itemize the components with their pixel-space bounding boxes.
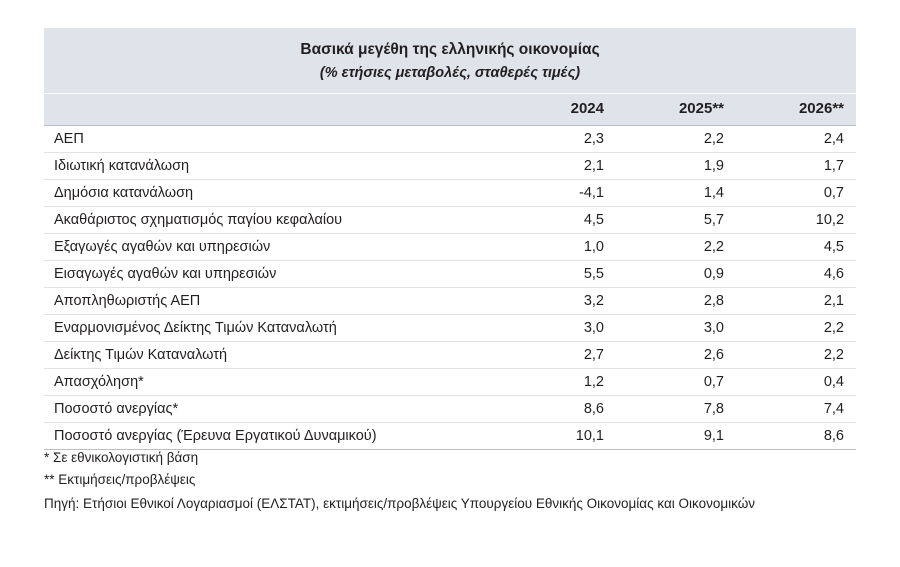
row-label: Ακαθάριστος σχηματισμός παγίου κεφαλαίου bbox=[44, 207, 496, 234]
table-title-line2: (% ετήσιες μεταβολές, σταθερές τιμές) bbox=[319, 65, 581, 82]
cell-2025: 2,8 bbox=[616, 288, 736, 315]
row-label: Ποσοστό ανεργίας* bbox=[44, 396, 496, 423]
table-row bbox=[44, 261, 856, 288]
cell-2024: 1,2 bbox=[496, 369, 616, 396]
table-row bbox=[44, 126, 856, 153]
row-label: Ιδιωτική κατανάλωση bbox=[44, 153, 496, 180]
cell-2025: 1,9 bbox=[616, 153, 736, 180]
column-header-2026: 2026** bbox=[736, 94, 856, 126]
table-title-header bbox=[44, 28, 856, 94]
footnote-double-asterisk: ** Εκτιμήσεις/προβλέψεις bbox=[44, 471, 196, 487]
cell-2026: 2,4 bbox=[736, 126, 856, 153]
cell-2026: 10,2 bbox=[736, 207, 856, 234]
table-row bbox=[44, 153, 856, 180]
cell-2024: 2,1 bbox=[496, 153, 616, 180]
table-title bbox=[44, 28, 856, 94]
row-label: Δείκτης Τιμών Καταναλωτή bbox=[44, 342, 496, 369]
cell-2024: 4,5 bbox=[496, 207, 616, 234]
table-body bbox=[44, 126, 856, 450]
cell-2025: 1,4 bbox=[616, 180, 736, 207]
row-label: Αποπληθωριστής ΑΕΠ bbox=[44, 288, 496, 315]
table-row bbox=[44, 315, 856, 342]
table-column-headers bbox=[44, 94, 856, 126]
table-row bbox=[44, 369, 856, 396]
row-label: ΑΕΠ bbox=[44, 126, 496, 153]
footnote-single-asterisk: * Σε εθνικολογιστική βάση bbox=[44, 450, 199, 465]
cell-2026: 1,7 bbox=[736, 153, 856, 180]
cell-2026: 8,6 bbox=[736, 423, 856, 450]
economy-table bbox=[44, 28, 856, 450]
cell-2026: 2,2 bbox=[736, 342, 856, 369]
table-row bbox=[44, 396, 856, 423]
cell-2024: 2,3 bbox=[496, 126, 616, 153]
row-label: Ποσοστό ανεργίας (Έρευνα Εργατικού Δυναμικού) bbox=[44, 423, 496, 450]
row-label: Δημόσια κατανάλωση bbox=[44, 180, 496, 207]
cell-2025: 2,6 bbox=[616, 342, 736, 369]
cell-2025: 2,2 bbox=[616, 234, 736, 261]
cell-2026: 2,2 bbox=[736, 315, 856, 342]
cell-2024: 10,1 bbox=[496, 423, 616, 450]
cell-2025: 0,7 bbox=[616, 369, 736, 396]
row-label: Εναρμονισμένος Δείκτης Τιμών Καταναλωτή bbox=[44, 315, 496, 342]
cell-2026: 7,4 bbox=[736, 396, 856, 423]
cell-2025: 7,8 bbox=[616, 396, 736, 423]
cell-2026: 4,6 bbox=[736, 261, 856, 288]
cell-2024: -4,1 bbox=[496, 180, 616, 207]
column-header-indicator bbox=[44, 94, 496, 126]
cell-2024: 5,5 bbox=[496, 261, 616, 288]
source-note: Πηγή: Ετήσιοι Εθνικοί Λογαριασμοί (ΕΛΣΤΑΤ), εκτιμήσεις/προβλέψεις Υπουργείου Εθνικής Οικονομίας και Οικονομικών bbox=[44, 495, 755, 511]
cell-2025: 5,7 bbox=[616, 207, 736, 234]
column-header-2024: 2024 bbox=[496, 94, 616, 126]
cell-2024: 8,6 bbox=[496, 396, 616, 423]
cell-2026: 4,5 bbox=[736, 234, 856, 261]
economy-table-container bbox=[44, 28, 856, 450]
table-row bbox=[44, 180, 856, 207]
table-row bbox=[44, 288, 856, 315]
table-row bbox=[44, 342, 856, 369]
table-row bbox=[44, 234, 856, 261]
table-row bbox=[44, 423, 856, 450]
cell-2024: 3,2 bbox=[496, 288, 616, 315]
cell-2026: 2,1 bbox=[736, 288, 856, 315]
column-header-2025: 2025** bbox=[616, 94, 736, 126]
row-label: Απασχόληση* bbox=[44, 369, 496, 396]
row-label: Εξαγωγές αγαθών και υπηρεσιών bbox=[44, 234, 496, 261]
cell-2025: 3,0 bbox=[616, 315, 736, 342]
cell-2024: 2,7 bbox=[496, 342, 616, 369]
cell-2025: 9,1 bbox=[616, 423, 736, 450]
cell-2024: 1,0 bbox=[496, 234, 616, 261]
table-notes bbox=[44, 448, 856, 515]
table-row bbox=[44, 207, 856, 234]
table-title-line1: Βασικά μεγέθη της ελληνικής οικονομίας bbox=[300, 41, 600, 58]
cell-2026: 0,4 bbox=[736, 369, 856, 396]
cell-2025: 0,9 bbox=[616, 261, 736, 288]
cell-2024: 3,0 bbox=[496, 315, 616, 342]
cell-2026: 0,7 bbox=[736, 180, 856, 207]
row-label: Εισαγωγές αγαθών και υπηρεσιών bbox=[44, 261, 496, 288]
cell-2025: 2,2 bbox=[616, 126, 736, 153]
